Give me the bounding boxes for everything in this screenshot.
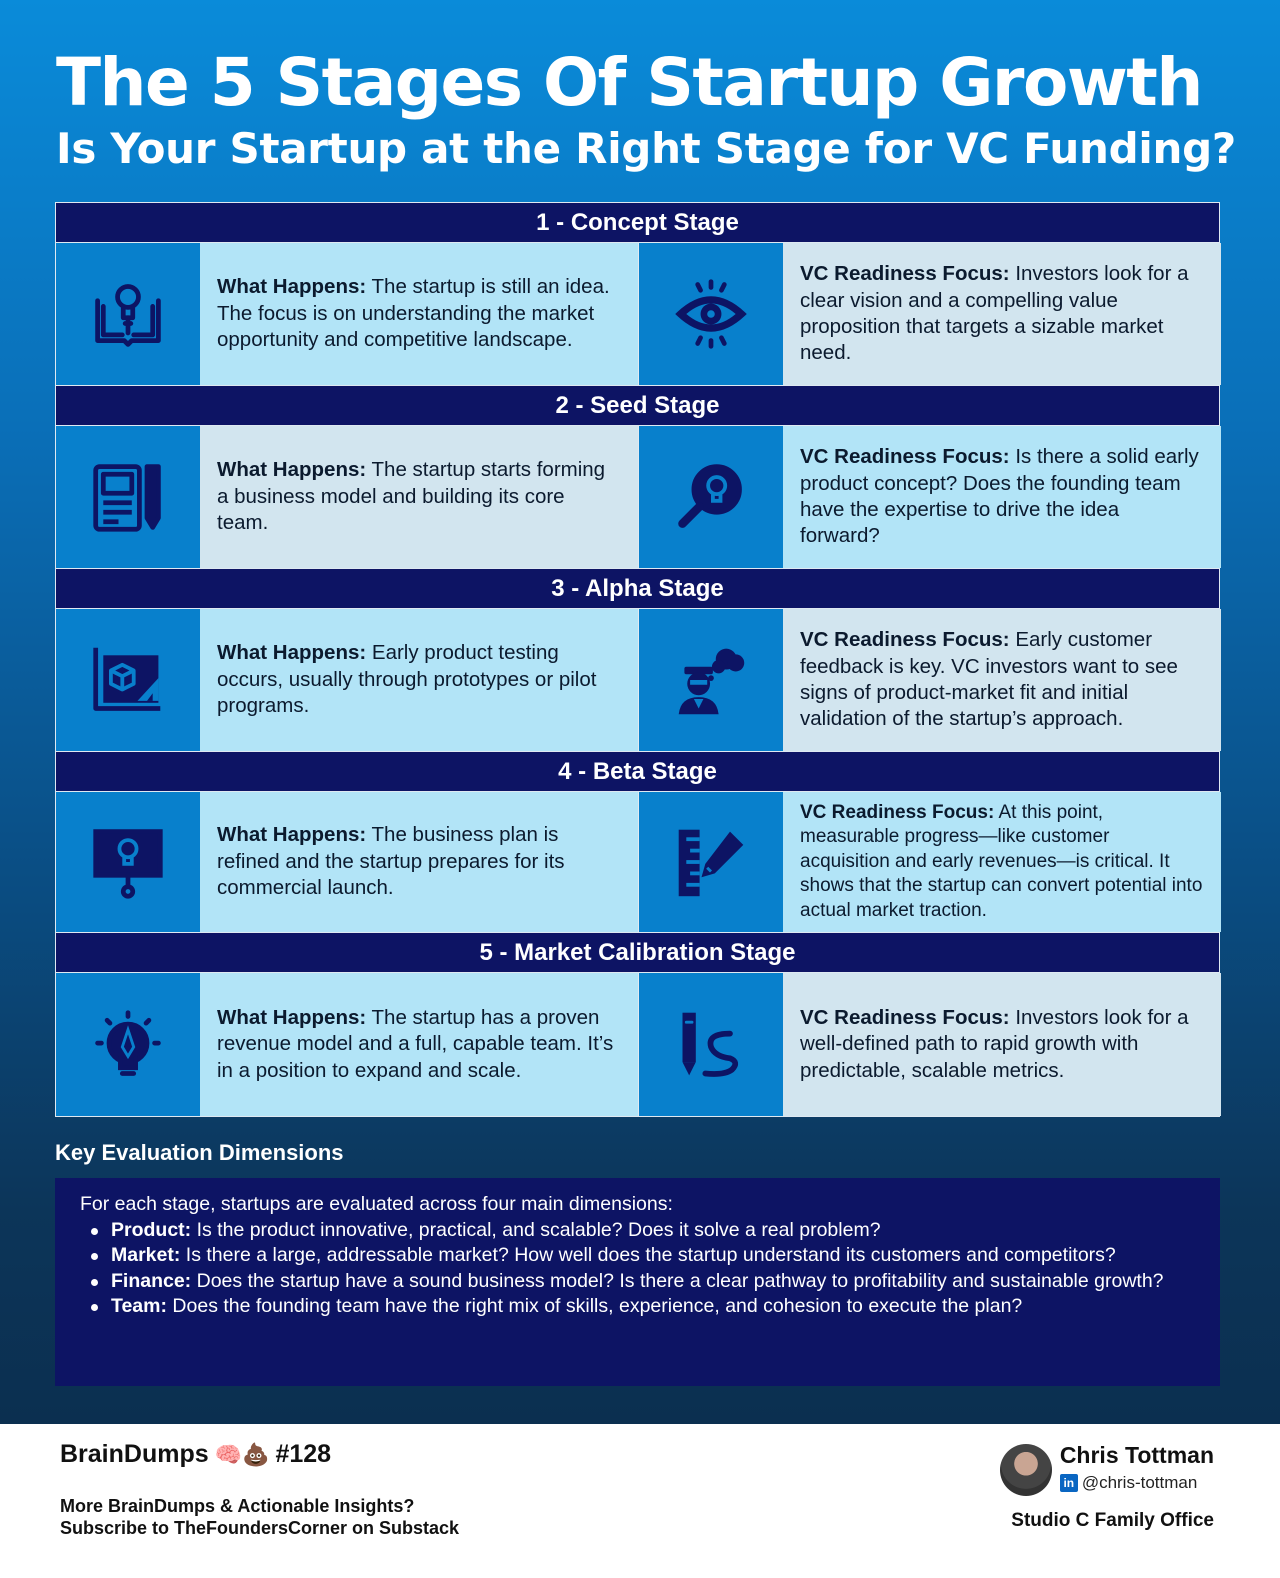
vc-focus-label: VC Readiness Focus: [800, 801, 995, 823]
vc-focus-1 [783, 243, 1221, 385]
vc-focus-text: Early customer feedback is key. VC investors want to see signs of product-market fit and initial validation of the startup’s approach. [800, 628, 1178, 731]
vc-focus-text: Investors look for a well-defined path to rapid growth with predictable, scalable metrics. [800, 1005, 1189, 1082]
linkedin-icon: in [1060, 1474, 1078, 1492]
stage-header-1: 1 - Concept Stage [56, 203, 1219, 243]
what-happens-2 [200, 426, 638, 568]
what-happens-label: What Happens: [217, 641, 367, 665]
presentation-board-icon [56, 792, 200, 932]
lightbulb-pen-icon [56, 973, 200, 1116]
issue-number: #128 [275, 1440, 332, 1468]
ruler-pencil-icon [639, 792, 783, 932]
organization-name: Studio C Family Office [1011, 1510, 1214, 1531]
subscribe-cta[interactable] [60, 1495, 459, 1539]
brand-line [60, 1440, 459, 1469]
dimension-label: Market: [111, 1244, 181, 1267]
prototype-cube-icon [56, 609, 200, 751]
list-item [80, 1243, 1196, 1269]
what-happens-label: What Happens: [217, 458, 367, 482]
key-evaluation-title: Key Evaluation Dimensions [55, 1140, 344, 1165]
cta-line-2: Subscribe to TheFoundersCorner on Substack [60, 1518, 460, 1538]
linkedin-handle-link[interactable] [1060, 1473, 1214, 1493]
stage-row-5 [56, 973, 1219, 1116]
stage-header-2: 2 - Seed Stage [56, 386, 1219, 426]
what-happens-text: The startup has a proven revenue model and a full, capable team. It’s in a position to expand and scale. [217, 1005, 614, 1082]
author-row [1000, 1442, 1214, 1496]
what-happens-1 [200, 243, 638, 385]
what-happens-label: What Happens: [217, 275, 367, 299]
what-happens-label: What Happens: [217, 1005, 367, 1029]
what-happens-5 [200, 973, 638, 1116]
brain-poop-emoji-icon: 🧠💩 [214, 1441, 270, 1467]
vc-focus-text: At this point, measurable progress—like customer acquisition and early revenues—is critical. It shows that the startup can convert potential into actual market traction. [800, 801, 1203, 921]
pencil-path-icon [639, 973, 783, 1116]
vc-focus-5 [783, 973, 1221, 1116]
stage-row-1 [56, 243, 1219, 386]
key-evaluation-box [55, 1178, 1220, 1386]
dimension-text: Does the founding team have the right mix of skills, experience, and cohesion to execute the plan? [167, 1295, 1023, 1318]
magnifier-lightbulb-icon [639, 426, 783, 568]
eye-vision-icon [639, 243, 783, 385]
vc-focus-4 [783, 792, 1221, 932]
author-name: Chris Tottman [1059, 1442, 1214, 1468]
book-lightbulb-icon [56, 243, 200, 385]
list-item [80, 1294, 1196, 1320]
list-item [80, 1218, 1196, 1244]
stage-row-3 [56, 609, 1219, 752]
brand-name: BrainDumps [60, 1440, 209, 1468]
what-happens-3 [200, 609, 638, 751]
footer-right [1000, 1442, 1214, 1532]
vc-focus-label: VC Readiness Focus: [800, 1005, 1010, 1029]
vc-focus-text: Is there a solid early product concept? Does the founding team have the expertise to drive the idea forward? [800, 445, 1199, 548]
vc-focus-text: Investors look for a clear vision and a compelling value proposition that targets a sizable market need. [800, 262, 1189, 365]
footer-left [60, 1440, 459, 1539]
dimension-label: Finance: [111, 1269, 192, 1292]
dimension-text: Does the startup have a sound business model? Is there a clear pathway to profitability and sustainable growth? [191, 1269, 1164, 1292]
vc-focus-label: VC Readiness Focus: [800, 445, 1010, 469]
vc-focus-2 [783, 426, 1221, 568]
person-thinking-icon [639, 609, 783, 751]
list-item [80, 1269, 1196, 1295]
what-happens-text: Early product testing occurs, usually through prototypes or pilot programs. [217, 641, 597, 718]
stage-header-4: 4 - Beta Stage [56, 752, 1219, 792]
stage-row-2 [56, 426, 1219, 569]
vc-focus-3 [783, 609, 1221, 751]
cta-line-1: More BrainDumps & Actionable Insights? [60, 1496, 415, 1516]
page-title: The 5 Stages Of Startup Growth [56, 44, 1202, 121]
what-happens-text: The startup is still an idea. The focus is on understanding the market opportunity and competitive landscape. [217, 275, 610, 352]
key-evaluation-list [80, 1218, 1196, 1320]
stage-header-3: 3 - Alpha Stage [56, 569, 1219, 609]
dimension-text: Is the product innovative, practical, and scalable? Does it solve a real problem? [191, 1218, 881, 1241]
key-evaluation-intro: For each stage, startups are evaluated across four main dimensions: [80, 1193, 673, 1215]
stages-grid [55, 202, 1220, 1117]
avatar [1000, 1444, 1052, 1496]
page-subtitle: Is Your Startup at the Right Stage for VC Funding? [56, 124, 1236, 173]
blueprint-layout-icon [56, 426, 200, 568]
what-happens-text: The business plan is refined and the startup prepares for its commercial launch. [217, 823, 565, 900]
what-happens-label: What Happens: [217, 823, 367, 847]
vc-focus-label: VC Readiness Focus: [800, 628, 1010, 652]
dimension-label: Product: [111, 1218, 192, 1241]
dimension-label: Team: [111, 1295, 167, 1318]
dimension-text: Is there a large, addressable market? How well does the startup understand its customers and competitors? [180, 1244, 1116, 1267]
stage-header-5: 5 - Market Calibration Stage [56, 933, 1219, 973]
vc-focus-label: VC Readiness Focus: [800, 262, 1010, 286]
linkedin-handle: @chris-tottman [1081, 1473, 1198, 1492]
what-happens-4 [200, 792, 638, 932]
what-happens-text: The startup starts forming a business model and building its core team. [217, 458, 606, 535]
stage-row-4 [56, 792, 1219, 933]
